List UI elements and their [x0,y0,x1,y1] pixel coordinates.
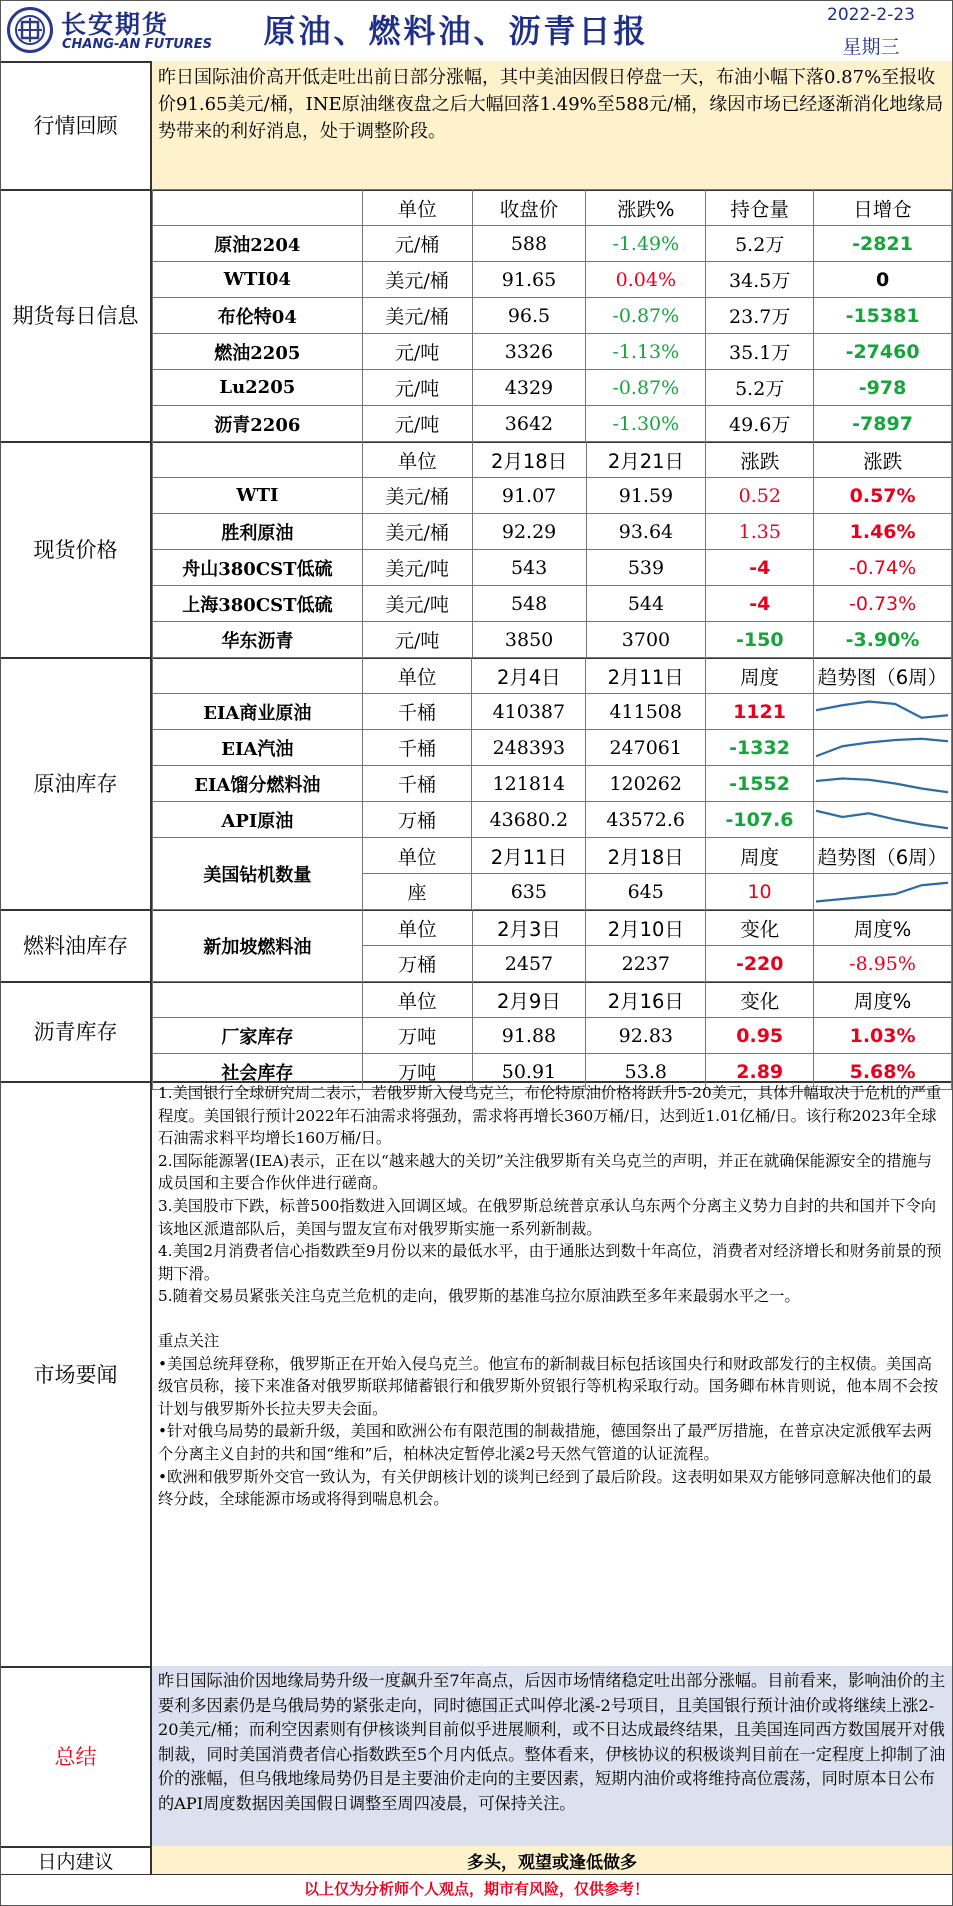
spot-unit: 美元/吨 [362,550,472,586]
spot-chg: -4 [706,550,814,586]
fuel-header-pct: 周度% [814,910,952,946]
inventory-unit: 万桶 [362,802,472,838]
spot-chg: -150 [706,622,814,658]
sparkline-line [816,811,948,829]
spot-d2: 91.59 [586,478,706,514]
inventory-name: EIA馏分燃料油 [153,766,363,802]
review-section [1,61,952,191]
spot-header-chg: 涨跌 [706,442,814,478]
advice-text: 多头，观望或逢低做多 [152,1846,952,1874]
trend-sparkline [813,874,951,910]
sparkline-line [816,883,948,902]
fuel-name: 新加坡燃料油 [153,910,363,982]
futures-oi: 5.2万 [706,370,814,406]
futures-chg: -1.13% [586,334,706,370]
focus-item: •美国总统拜登称，俄罗斯正在开始入侵乌克兰。他宣布的新制裁目标包括该国央行和财政部发行的主权债。美国高级官员称，接下来准备对俄罗斯联邦储蓄银行和俄罗斯外贸银行等机构采取行动。国务卿布林肯则说，他本周不会按计划与俄罗斯外长拉夫罗夫会面。 [158,1354,939,1418]
futures-doi: -27460 [814,334,952,370]
inventory-name: API原油 [153,802,363,838]
table-row [153,298,952,334]
spot-name: WTI [153,478,363,514]
spot-pct: 1.46% [814,514,952,550]
table-row [153,622,952,658]
futures-unit: 美元/桶 [362,262,472,298]
fuel-chg: -220 [706,946,814,982]
spot-d2: 3700 [586,622,706,658]
focus-item: •针对俄乌局势的最新升级，美国和欧洲公布有限范围的制裁措施，德国祭出了最严厉措施，在普京决定派俄军去两个分离主义自封的共和国“维和”后，柏林决定暂停北溪2号天然气管道的认证流程。 [158,1422,932,1463]
asphalt-header-d2: 2月16日 [586,982,706,1018]
spot-name: 舟山380CST低硫 [153,550,363,586]
spot-section [1,441,952,659]
inventory-header-d2: 2月11日 [586,658,706,694]
futures-header-unit: 单位 [362,190,472,226]
focus-title: 重点关注 [158,1331,220,1350]
inventory-name: EIA汽油 [153,730,363,766]
spot-pct: -0.73% [814,586,952,622]
news-item: 1.美国银行全球研究周二表示，若俄罗斯入侵乌克兰，布伦特原油价格将跃升5-20美元，具体升幅取决于危机的严重程度。美国银行预计2022年石油需求将强劲，需求将再增长360万桶/日，达到近1.01亿桶/日。该行称2023年全球石油需求料平均增长160万桶/日。 [158,1084,942,1148]
table-row [153,766,952,802]
asphalt-name: 社会库存 [153,1054,363,1090]
spot-name: 华东沥青 [153,622,363,658]
spot-chg: 0.52 [706,478,814,514]
spot-pct: -0.74% [814,550,952,586]
futures-chg: -1.49% [586,226,706,262]
inventory-d2: 43572.6 [586,802,706,838]
fuel-unit: 万桶 [362,946,472,982]
fuel-label: 燃料油库存 [1,909,152,981]
inventory-header-row [153,658,952,694]
futures-doi: -15381 [814,298,952,334]
futures-close: 96.5 [472,298,586,334]
news-section [1,1081,952,1668]
rig-header-row [153,838,952,874]
rig-unit: 座 [362,874,472,910]
inventory-header-d1: 2月4日 [472,658,586,694]
futures-header-doi: 日增仓 [814,190,952,226]
futures-unit: 元/吨 [362,406,472,442]
sparkline-svg [814,695,950,728]
rig-chg: 10 [706,874,814,910]
futures-header-row [153,190,952,226]
spot-chg: 1.35 [706,514,814,550]
spot-header-row [153,442,952,478]
spot-d1: 92.29 [472,514,586,550]
spot-d1: 543 [472,550,586,586]
spot-d2: 539 [586,550,706,586]
spot-pct: 0.57% [814,478,952,514]
review-label: 行情回顾 [1,61,152,189]
rig-header-chg: 周度 [706,838,814,874]
review-text: 昨日国际油价高开低走吐出前日部分涨幅，其中美油因假日停盘一天，布油小幅下落0.87%至报收价91.65美元/桶，INE原油继夜盘之后大幅回落1.49%至588元/桶，缘因市场已经逐渐消化地缘局势带来的利好消息，处于调整阶段。 [158,67,944,142]
rig-d1: 635 [472,874,586,910]
rig-d2: 645 [586,874,706,910]
asphalt-pct: 1.03% [814,1018,952,1054]
inventory-d2: 411508 [586,694,706,730]
asphalt-chg: 0.95 [706,1018,814,1054]
report-title: 原油、燃料油、沥青日报 [263,12,649,50]
asphalt-header-unit: 单位 [362,982,472,1018]
spot-header-d2: 2月21日 [586,442,706,478]
futures-doi: -7897 [814,406,952,442]
futures-doi: -2821 [814,226,952,262]
news-label: 市场要闻 [1,1081,152,1666]
inventory-name: EIA商业原油 [153,694,363,730]
asphalt-unit: 万吨 [362,1054,472,1090]
inventory-section [1,657,952,911]
inventory-chg: -107.6 [706,802,814,838]
advice-label: 日内建议 [1,1846,152,1874]
inventory-unit: 千桶 [362,730,472,766]
table-row [153,262,952,298]
inventory-d2: 247061 [586,730,706,766]
asphalt-d1: 50.91 [472,1054,586,1090]
spot-unit: 美元/吨 [362,586,472,622]
futures-unit: 元/吨 [362,334,472,370]
table-row [153,730,952,766]
futures-chg: -0.87% [586,298,706,334]
fuel-header-unit: 单位 [362,910,472,946]
sparkline-svg [814,731,950,764]
asphalt-chg: 2.89 [706,1054,814,1090]
report-weekday: 星期三 [842,36,900,58]
company-logo-icon [7,7,53,53]
futures-oi: 34.5万 [706,262,814,298]
spot-header-unit: 单位 [362,442,472,478]
spot-name: 上海380CST低硫 [153,586,363,622]
futures-name: 燃油2205 [153,334,363,370]
inventory-d1: 43680.2 [472,802,586,838]
inventory-header-trend: 趋势图（6周） [813,658,951,694]
spot-unit: 美元/桶 [362,514,472,550]
fuel-d1: 2457 [472,946,586,982]
asphalt-d1: 91.88 [472,1018,586,1054]
spot-unit: 美元/桶 [362,478,472,514]
futures-header-close: 收盘价 [472,190,586,226]
summary-label: 总结 [1,1666,152,1846]
futures-close: 588 [472,226,586,262]
news-item: 2.国际能源署(IEA)表示，正在以“越来越大的关切”关注俄罗斯有关乌克兰的声明，并正在就确保能源安全的措施与成员国和主要合作伙伴进行磋商。 [158,1151,933,1193]
futures-oi: 5.2万 [706,226,814,262]
asphalt-d2: 53.8 [586,1054,706,1090]
news-item: 5.随着交易员紧张关注乌克兰危机的走向，俄罗斯的基准乌拉尔原油跌至多年来最弱水平之一。 [158,1287,800,1306]
futures-unit: 元/吨 [362,370,472,406]
trend-sparkline [813,802,951,838]
rig-name: 美国钻机数量 [153,838,363,910]
spot-label: 现货价格 [1,441,152,657]
futures-header-oi: 持仓量 [706,190,814,226]
asphalt-table [152,981,952,1090]
news-spacer [158,1308,946,1330]
spot-chg: -4 [706,586,814,622]
sparkline-line [816,739,948,757]
table-row [153,478,952,514]
table-row [153,514,952,550]
sparkline-line [816,702,948,718]
spot-d2: 93.64 [586,514,706,550]
rig-header-unit: 单位 [362,838,472,874]
asphalt-unit: 万吨 [362,1018,472,1054]
advice-section [1,1846,952,1875]
table-row [153,406,952,442]
futures-table [152,189,952,442]
futures-label: 期货每日信息 [1,189,152,441]
futures-close: 91.65 [472,262,586,298]
rig-header-trend: 趋势图（6周） [813,838,951,874]
futures-name: Lu2205 [153,370,363,406]
asphalt-name: 厂家库存 [153,1018,363,1054]
futures-chg: -0.87% [586,370,706,406]
inventory-unit: 千桶 [362,766,472,802]
fuel-header-d1: 2月3日 [472,910,586,946]
spot-d1: 548 [472,586,586,622]
spot-d2: 544 [586,586,706,622]
futures-oi: 49.6万 [706,406,814,442]
company-name-cn: 长安期货 [61,10,170,39]
sparkline-svg [814,875,950,908]
inventory-chg: -1552 [706,766,814,802]
futures-oi: 23.7万 [706,298,814,334]
trend-sparkline [813,766,951,802]
asphalt-header-chg: 变化 [706,982,814,1018]
fuel-header-chg: 变化 [706,910,814,946]
inventory-header-chg: 周度 [706,658,814,694]
table-row [153,802,952,838]
futures-chg: -1.30% [586,406,706,442]
table-row [153,1018,952,1054]
asphalt-d2: 92.83 [586,1018,706,1054]
spot-table [152,441,952,658]
report-date: 2022-2-23 [827,5,915,25]
futures-close: 4329 [472,370,586,406]
inventory-d1: 121814 [472,766,586,802]
futures-unit: 元/桶 [362,226,472,262]
spot-header-pct: 涨跌 [814,442,952,478]
table-row [153,550,952,586]
futures-name: 布伦特04 [153,298,363,334]
futures-unit: 美元/桶 [362,298,472,334]
inventory-d1: 410387 [472,694,586,730]
focus-item: •欧洲和俄罗斯外交官一致认为，有关伊朗核计划的谈判已经到了最后阶段。这表明如果双方能够同意解决他们的最终分歧，全球能源市场或将得到喘息机会。 [158,1467,932,1509]
spot-unit: 元/吨 [362,622,472,658]
futures-name: 沥青2206 [153,406,363,442]
inventory-chg: -1332 [706,730,814,766]
inventory-table [152,657,952,910]
futures-section [1,189,952,443]
asphalt-section [1,981,952,1083]
disclaimer: 以上仅为分析师个人观点，期市有风险，仅供参考！ [303,1880,649,1898]
fuel-pct: -8.95% [814,946,952,982]
spot-name: 胜利原油 [153,514,363,550]
report-header [1,1,952,63]
sparkline-svg [814,767,950,800]
futures-oi: 35.1万 [706,334,814,370]
futures-name: 原油2204 [153,226,363,262]
asphalt-header-pct: 周度% [814,982,952,1018]
inventory-d2: 120262 [586,766,706,802]
sparkline-svg [814,803,950,836]
asphalt-pct: 5.68% [814,1054,952,1090]
news-body [152,1081,952,1512]
futures-doi: 0 [814,262,952,298]
futures-close: 3642 [472,406,586,442]
table-row [153,586,952,622]
rig-header-d2: 2月18日 [586,838,706,874]
inventory-d1: 248393 [472,730,586,766]
news-item: 4.美国2月消费者信心指数跌至9月份以来的最低水平，由于通胀达到数十年高位，消费者对经济增长和财务前景的预期下滑。 [158,1242,942,1283]
inventory-chg: 1121 [706,694,814,730]
fuel-d2: 2237 [586,946,706,982]
inventory-unit: 千桶 [362,694,472,730]
trend-sparkline [813,730,951,766]
futures-name: WTI04 [153,262,363,298]
inventory-label: 原油库存 [1,657,152,909]
news-item: 3.美国股市下跌，标普500指数进入回调区域。在俄罗斯总统普京承认乌东两个分离主义势力自封的共和国并下令向该地区派遣部队后，美国与盟友宣布对俄罗斯实施一系列新制裁。 [158,1196,937,1238]
futures-close: 3326 [472,334,586,370]
fuel-table [152,909,952,982]
futures-header-chg: 涨跌% [586,190,706,226]
fuel-header-row [153,910,952,946]
spot-pct: -3.90% [814,622,952,658]
spot-d1: 3850 [472,622,586,658]
spot-d1: 91.07 [472,478,586,514]
table-row [153,226,952,262]
sparkline-line [816,779,948,793]
summary-text: 昨日国际油价因地缘局势升级一度飙升至7年高点，后因市场情绪稳定吐出部分涨幅。目前看来，影响油价的主要利多因素仍是乌俄局势的紧张走向，同时德国正式叫停北溪-2号项目，且美国银行预计油价或将继续上涨2-20美元/桶；而利空因素则有伊核谈判目前似乎进展顺利，或不日达成最终结果，且美国连同西方数国展开对俄制裁，同时美国消费者信心指数跌至5个月内低点。整体看来，伊核协议的积极谈判目前在一定程度上抑制了油价的涨幅，但乌俄地缘局势仍目是主要油价走向的主要因素，短期内油价或将维持高位震荡，同时原本日公布的API周度数据因美国假日调整至周四凌晨，可保持关注。 [158,1671,946,1813]
table-row [153,694,952,730]
inventory-header-unit: 单位 [362,658,472,694]
asphalt-header-row [153,982,952,1018]
rig-header-d1: 2月11日 [472,838,586,874]
spot-header-d1: 2月18日 [472,442,586,478]
futures-chg: 0.04% [586,262,706,298]
trend-sparkline [813,694,951,730]
futures-doi: -978 [814,370,952,406]
company-name-en: CHANG-AN FUTURES [62,37,213,52]
fuel-section [1,909,952,983]
asphalt-label: 沥青库存 [1,981,152,1081]
asphalt-header-d1: 2月9日 [472,982,586,1018]
summary-section [1,1666,952,1848]
fuel-header-d2: 2月10日 [586,910,706,946]
table-row [153,334,952,370]
table-row [153,370,952,406]
